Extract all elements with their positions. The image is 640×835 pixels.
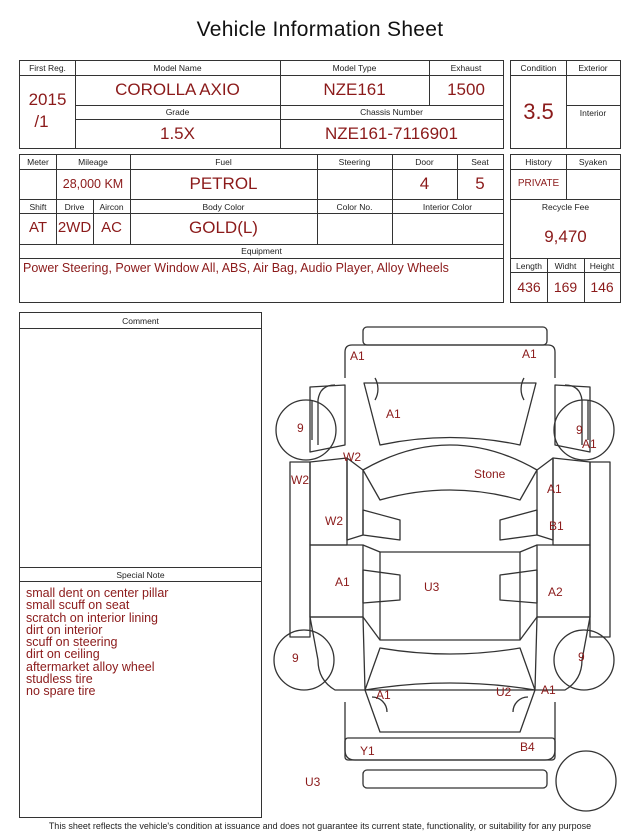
height-label: Height (589, 261, 615, 271)
first-reg-label: First Reg. (29, 63, 66, 73)
seat-label: Seat (471, 157, 489, 167)
model-name-value: COROLLA AXIO (115, 80, 240, 99)
model-name-label: Model Name (153, 63, 202, 73)
condition-label: Condition (520, 63, 557, 73)
door-label: Door (415, 157, 434, 167)
damage-mark-b1-front-door-right: B1 (549, 519, 564, 533)
damage-mark-b4-rear-bumper: B4 (520, 740, 535, 754)
page-title: Vehicle Information Sheet (196, 18, 444, 41)
vehicle-spec-block (19, 154, 504, 303)
damage-mark-a1-front-bumper-right: A1 (522, 347, 537, 361)
first-reg-year: 2015 (28, 90, 67, 109)
condition-block (510, 60, 621, 149)
interior-color-label: Interior Color (422, 202, 473, 212)
car-damage-diagram (268, 320, 633, 820)
special-note-item: dirt on interior (26, 622, 103, 637)
damage-mark-a1-right-front: A1 (547, 482, 562, 496)
recycle-fee-value: 9,470 (544, 227, 587, 246)
damage-mark-u2-trunk: U2 (496, 685, 512, 699)
comment-panel (19, 312, 262, 818)
special-note-item: scuff on steering (26, 635, 118, 650)
drive-value: 2WD (57, 219, 92, 236)
model-type-value: NZE161 (323, 80, 386, 99)
fuel-value: PETROL (189, 174, 258, 193)
mileage-label: Mileage (78, 157, 108, 167)
damage-mark-a1-hood: A1 (386, 407, 401, 421)
damage-mark-tire-rear-left: 9 (292, 651, 299, 665)
exhaust-label: Exhaust (450, 63, 482, 73)
damage-mark-tire-front-left: 9 (297, 421, 304, 435)
damage-mark-a1-front-right-fender: A1 (582, 437, 597, 451)
exterior-label: Exterior (578, 63, 608, 73)
damage-mark-tire-front-right: 9 (576, 423, 583, 437)
length-label: Length (516, 261, 542, 271)
disclaimer-footer: This sheet reflects the vehicle's condition at issuance and does not guarantee its current state, functionality, or suitability for any purpose (48, 821, 592, 831)
special-note-item: scratch on interior lining (26, 610, 159, 625)
condition-value: 3.5 (523, 99, 554, 124)
mileage-value: 28,000 KM (62, 177, 124, 191)
aircon-value: AC (101, 219, 122, 236)
interior-label: Interior (579, 108, 607, 118)
damage-mark-w2-left-pillar: W2 (291, 473, 309, 487)
chassis-number-label: Chassis Number (360, 107, 423, 117)
damage-mark-w2-left-fender: W2 (343, 450, 361, 464)
length-value: 436 (517, 279, 541, 295)
aircon-label: Aircon (99, 202, 124, 212)
drive-label: Drive (64, 202, 85, 212)
body-color-label: Body Color (202, 202, 245, 212)
damage-mark-a1-front-bumper-left: A1 (350, 349, 365, 363)
recycle-fee-label: Recycle Fee (541, 202, 590, 212)
equipment-label: Equipment (241, 246, 282, 256)
damage-mark-a1-rear-right: A1 (541, 683, 556, 697)
history-value: PRIVATE (517, 178, 560, 189)
steering-label: Steering (338, 157, 371, 167)
exhaust-value: 1500 (447, 80, 485, 99)
color-no-label: Color No. (336, 202, 373, 212)
history-block (510, 154, 621, 303)
special-note-item: studless tire (26, 672, 93, 687)
body-color-value: GOLD(L) (189, 218, 258, 237)
syaken-label: Syaken (578, 157, 608, 167)
chassis-number-value: NZE161-7116901 (325, 124, 458, 143)
height-value: 146 (590, 279, 614, 295)
damage-mark-y1-rear-bumper: Y1 (360, 744, 375, 758)
damage-mark-stone-windshield: Stone (474, 467, 506, 481)
width-label: Widht (554, 261, 577, 271)
grade-value: 1.5X (160, 124, 195, 143)
grade-label: Grade (165, 107, 190, 117)
damage-mark-a2-rear-door-right: A2 (548, 585, 563, 599)
seat-value: 5 (475, 174, 485, 193)
vehicle-basic-info-block (19, 60, 504, 149)
fuel-label: Fuel (215, 157, 232, 167)
equipment-value: Power Steering, Power Window All, ABS, Air Bag, Audio Player, Alloy Wheels (23, 261, 449, 275)
damage-mark-u3-roof: U3 (424, 580, 440, 594)
damage-mark-a1-rear-door-left: A1 (335, 575, 350, 589)
damage-mark-u3-rear-panel: U3 (305, 775, 321, 789)
shift-value: AT (28, 219, 48, 236)
special-note-item: dirt on ceiling (26, 647, 100, 662)
shift-label: Shift (29, 202, 47, 212)
width-value: 169 (553, 279, 578, 295)
special-notes-list (26, 587, 168, 698)
door-value: 4 (419, 174, 430, 193)
meter-label: Meter (27, 157, 49, 167)
special-note-label: Special Note (116, 570, 165, 580)
special-note-item: small dent on center pillar (26, 586, 169, 600)
first-reg-month: /1 (34, 112, 49, 131)
comment-label: Comment (122, 316, 159, 326)
model-type-label: Model Type (332, 63, 377, 73)
damage-mark-w2-front-door-left: W2 (325, 514, 343, 528)
special-note-item: aftermarket alloy wheel (26, 659, 155, 674)
damage-mark-a1-trunk: A1 (376, 688, 391, 702)
special-note-item: no spare tire (26, 684, 96, 699)
damage-mark-tire-rear-right: 9 (578, 650, 585, 664)
history-label: History (525, 157, 552, 167)
special-note-item: small scuff on seat (26, 598, 130, 613)
